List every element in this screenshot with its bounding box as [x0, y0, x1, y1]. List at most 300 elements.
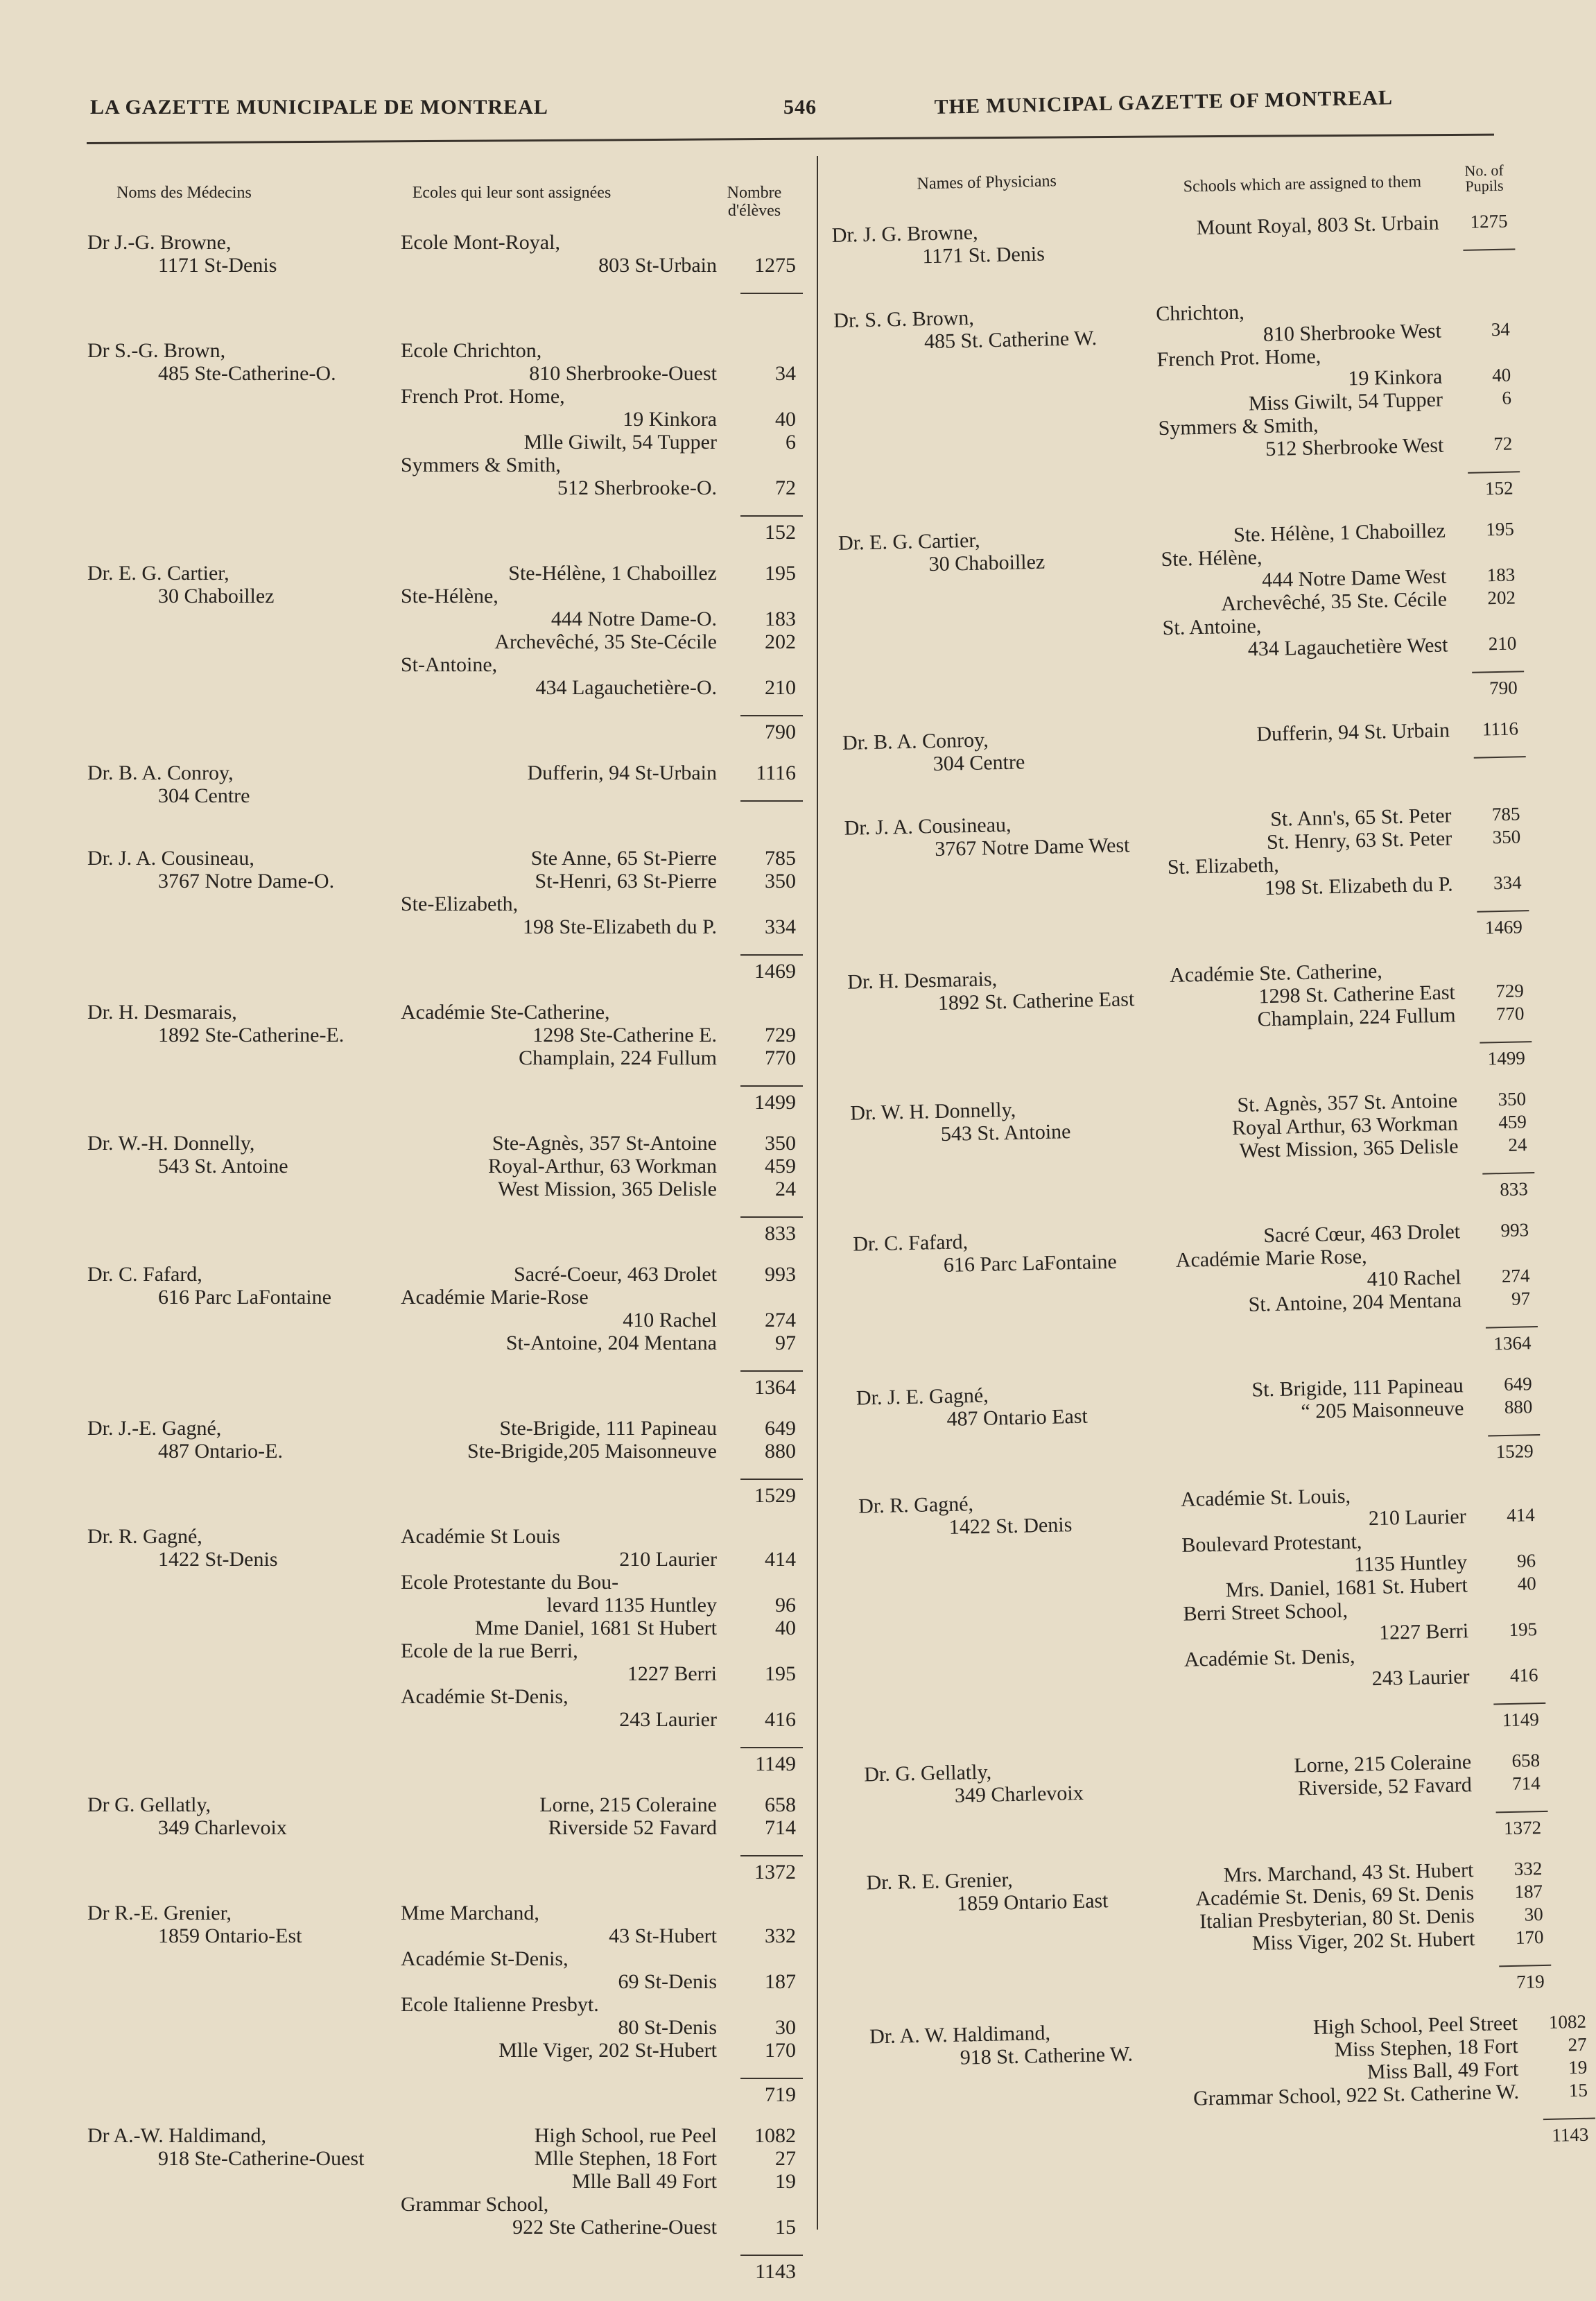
school-text: Mrs. Marchand, 43 St. Hubert	[1223, 1859, 1474, 1887]
physician-address: 304 Centre	[933, 750, 1025, 776]
physician-address: 1892 Ste-Catherine-E.	[158, 1024, 345, 1046]
physician-entry	[856, 1372, 1541, 1477]
pupil-count: 30	[775, 2016, 796, 2039]
school-row	[401, 1947, 803, 1970]
school-row	[401, 653, 803, 676]
school-list	[1192, 2010, 1596, 2155]
physician-entry	[831, 209, 1516, 291]
pupil-total: 1499	[740, 1085, 803, 1114]
total-row	[1177, 1310, 1538, 1362]
school-list	[401, 1793, 803, 1884]
physician-name: Dr S.-G. Brown,	[87, 339, 226, 362]
school-list	[1186, 1749, 1549, 1847]
total-row	[1171, 1025, 1532, 1077]
pupil-count: 195	[765, 1662, 796, 1685]
total-rule	[1474, 756, 1527, 786]
physician-block	[842, 725, 1166, 799]
physician-address: 485 Ste-Catherine-O.	[158, 362, 336, 385]
pupil-count: 350	[765, 870, 796, 893]
pupil-count: 170	[765, 2039, 796, 2062]
school-row	[401, 1902, 803, 1924]
total-row	[401, 1069, 803, 1114]
pupil-count: 714	[1511, 1773, 1541, 1794]
school-text: Royal Arthur, 63 Workman	[1231, 1112, 1459, 1140]
school-list	[401, 847, 803, 983]
school-text: Mlle Viger, 202 St-Hubert	[498, 2039, 717, 2062]
pupil-count: 770	[765, 1046, 796, 1069]
pupil-total: 1143	[740, 2255, 803, 2283]
total-row	[401, 1200, 803, 1245]
school-text: French Prot. Home,	[1156, 345, 1321, 372]
school-row	[401, 1024, 803, 1046]
school-text: 810 Sherbrooke West	[1263, 319, 1442, 346]
school-list	[1181, 1481, 1546, 1739]
pupil-count: 40	[775, 408, 796, 431]
physician-entry	[82, 1263, 803, 1399]
physician-name: Dr. W. H. Donnelly,	[849, 1098, 1016, 1125]
french-header-count: Nombre d'élèves	[727, 184, 782, 220]
total-row	[401, 784, 803, 829]
school-text: Ste-Brigide, 111 Papineau	[499, 1417, 717, 1440]
pupil-total: 152	[1468, 471, 1520, 501]
school-text: High School, Peel Street	[1312, 2011, 1518, 2040]
school-row	[401, 1993, 803, 2016]
school-list	[401, 339, 803, 544]
school-list	[401, 1902, 803, 2106]
pupil-total: 790	[740, 715, 803, 743]
physician-name: Dr A.-W. Haldimand,	[87, 2124, 267, 2147]
pupil-total: 1364	[740, 1370, 803, 1399]
school-text: 810 Sherbrooke-Ouest	[529, 362, 717, 385]
physician-address: 3767 Notre Dame-O.	[158, 870, 335, 893]
school-list	[401, 231, 803, 321]
school-text: 410 Rachel	[1367, 1266, 1461, 1291]
school-text: Champlain, 224 Fullum	[1257, 1003, 1456, 1031]
school-text: West Mission, 365 Delisle	[1239, 1135, 1459, 1162]
school-text: Sacré-Coeur, 463 Drolet	[514, 1263, 717, 1286]
physician-address: 349 Charlevoix	[954, 1781, 1084, 1807]
school-text: Archevêché, 35 Ste. Cécile	[1220, 587, 1448, 616]
total-row	[1190, 1949, 1552, 2001]
school-text: St. Henry, 63 St. Peter	[1266, 827, 1452, 854]
total-row	[401, 1354, 803, 1399]
total-row	[1168, 894, 1529, 946]
pupil-count: 332	[765, 1924, 796, 1947]
school-text: St-Henri, 63 St-Pierre	[535, 870, 717, 893]
pupil-count: 414	[1506, 1504, 1535, 1526]
school-row	[401, 254, 803, 277]
school-row	[401, 1286, 803, 1309]
school-text: 243 Laurier	[619, 1708, 717, 1731]
physician-entry	[847, 956, 1532, 1084]
school-row	[401, 2193, 803, 2216]
physician-block	[864, 1757, 1188, 1854]
physician-name: Dr. E. G. Cartier,	[87, 562, 229, 585]
total-row	[401, 1731, 803, 1775]
school-text: Ecole de la rue Berri,	[401, 1639, 578, 1662]
school-text: Mlle Giwilt, 54 Tupper	[523, 431, 717, 454]
pupil-count: 416	[765, 1708, 796, 1731]
school-row	[401, 585, 803, 607]
physician-block	[82, 2124, 401, 2283]
physician-block	[82, 1263, 401, 1399]
physician-name: Dr J.-G. Browne,	[87, 231, 232, 254]
entry-spacer	[82, 544, 803, 562]
school-text: Ste-Hélène, 1 Chaboillez	[508, 562, 717, 585]
school-text: Boulevard Protestant,	[1181, 1530, 1362, 1557]
physician-block	[82, 1001, 401, 1114]
pupil-count: 334	[1493, 872, 1522, 894]
english-header-physicians: Names of Physicians	[917, 172, 1057, 193]
school-row	[401, 2216, 803, 2239]
header-english-title: THE MUNICIPAL GAZETTE OF MONTREAL	[934, 86, 1394, 119]
physician-block	[82, 1902, 401, 2106]
pupil-count: 30	[1524, 1904, 1544, 1925]
school-text: Miss Ball, 49 Fort	[1367, 2057, 1519, 2084]
pupil-count: 27	[1568, 2033, 1587, 2056]
pupil-count: 350	[1498, 1088, 1527, 1110]
physician-entry	[82, 562, 803, 743]
school-text: Archevêché, 35 Ste-Cécile	[494, 630, 717, 653]
pupil-count: 19	[775, 2170, 796, 2193]
pupil-count: 34	[1491, 318, 1511, 341]
total-row	[1187, 1795, 1548, 1847]
school-row	[401, 2170, 803, 2193]
school-text: Ecole Protestante du Bou-	[401, 1571, 619, 1594]
school-text: Ste-Elizabeth,	[401, 893, 519, 915]
school-row	[401, 1548, 803, 1571]
school-text: Ecole Mont-Royal,	[401, 231, 560, 254]
school-text: St. Elizabeth,	[1167, 853, 1280, 879]
total-row	[401, 2062, 803, 2106]
physician-name: Dr. H. Desmarais,	[847, 967, 998, 994]
school-text: Ste Anne, 65 St-Pierre	[530, 847, 717, 870]
physician-address: 487 Ontario East	[946, 1404, 1088, 1431]
physician-name: Dr. J. A. Cousineau,	[844, 813, 1012, 840]
physician-name: Dr. B. A. Conroy,	[87, 761, 234, 784]
school-row	[401, 1708, 803, 1731]
pupil-count: 15	[1568, 2079, 1588, 2101]
physician-entry	[838, 517, 1525, 714]
french-header-schools: Ecoles qui leur sont assignées	[412, 184, 611, 202]
physician-block	[82, 231, 401, 321]
physician-address: 1422 St. Denis	[948, 1513, 1073, 1539]
pupil-count: 1082	[754, 2124, 796, 2147]
school-text: Ste-Hélène,	[401, 585, 498, 607]
pupil-count: 350	[1492, 826, 1521, 848]
school-text: Ecole Italienne Presbyt.	[401, 1993, 599, 2016]
pupil-count: 770	[1495, 1003, 1525, 1025]
school-row	[401, 1571, 803, 1594]
entry-spacer	[82, 829, 803, 847]
school-text: 80 St-Denis	[618, 2016, 717, 2039]
physician-block	[82, 339, 401, 544]
pupil-count: 202	[1487, 587, 1516, 609]
physician-entry	[858, 1481, 1546, 1746]
pupil-count: 1116	[1482, 718, 1519, 740]
pupil-total: 1529	[740, 1479, 803, 1507]
school-row	[401, 1046, 803, 1069]
school-text: Académie St. Denis, 69 St. Denis	[1195, 1881, 1475, 1911]
pupil-count: 183	[1486, 564, 1516, 586]
school-text: High School, rue Peel	[534, 2124, 717, 2147]
entry-spacer	[82, 1507, 803, 1525]
school-text: Miss Viger, 202 St. Hubert	[1251, 1927, 1475, 1955]
school-row	[401, 1970, 803, 1993]
total-row	[401, 938, 803, 983]
school-text: Miss Giwilt, 54 Tupper	[1248, 388, 1443, 415]
total-row	[1185, 1687, 1546, 1739]
school-text: 1135 Huntley	[1353, 1551, 1468, 1576]
school-row	[401, 847, 803, 870]
school-row	[401, 1309, 803, 1332]
total-row	[401, 277, 803, 321]
school-text: Mme Marchand,	[401, 1902, 539, 1924]
school-row	[401, 761, 803, 784]
school-row	[401, 1525, 803, 1548]
physician-entry	[82, 231, 803, 321]
school-text: St. Ann's, 65 St. Peter	[1269, 804, 1452, 831]
pupil-count: 40	[775, 1617, 796, 1639]
pupil-count: 187	[765, 1970, 796, 1993]
pupil-count: 350	[765, 1132, 796, 1155]
physician-address: 487 Ontario-E.	[158, 1440, 283, 1463]
school-row	[401, 1662, 803, 1685]
school-list	[401, 1001, 803, 1114]
physician-block	[856, 1380, 1181, 1477]
total-row	[1174, 1156, 1535, 1208]
school-row	[401, 1617, 803, 1639]
physician-address: 3767 Notre Dame West	[934, 834, 1130, 861]
pupil-count: 210	[1488, 632, 1517, 655]
school-text: Académie Ste. Catherine,	[1169, 959, 1383, 988]
english-header-schools: Schools which are assigned to them	[1183, 173, 1422, 196]
school-text: Ste. Hélène, 1 Chaboillez	[1233, 519, 1446, 546]
school-list	[1188, 1857, 1552, 2001]
physician-name: Dr. C. Fafard,	[87, 1263, 202, 1286]
school-text: 1298 St. Catherine East	[1258, 981, 1456, 1008]
physician-name: Dr. G. Gellatly,	[863, 1760, 992, 1786]
school-text: 803 St-Urbain	[598, 254, 717, 277]
school-text: 444 Notre Dame-O.	[550, 607, 717, 630]
pupil-count: 195	[765, 562, 796, 585]
pupil-count: 459	[1498, 1111, 1527, 1133]
pupil-count: 649	[1503, 1373, 1532, 1395]
pupil-count: 24	[1508, 1134, 1527, 1155]
total-row	[1179, 1418, 1541, 1470]
school-text: Mlle Ball 49 Fort	[571, 2170, 717, 2193]
pupil-total: 719	[740, 2078, 803, 2106]
school-row	[401, 476, 803, 499]
header-french-title: LA GAZETTE MUNICIPALE DE MONTREAL	[90, 96, 548, 119]
school-row	[401, 2039, 803, 2062]
pupil-total: 833	[1482, 1172, 1535, 1202]
physician-address: 1171 St. Denis	[922, 242, 1046, 268]
pupil-count: 729	[765, 1024, 796, 1046]
physician-entry	[82, 1525, 803, 1775]
pupil-count: 658	[1511, 1750, 1541, 1771]
total-row	[1163, 655, 1525, 707]
entry-spacer	[82, 1245, 803, 1263]
school-row	[401, 431, 803, 454]
pupil-count: 19	[1568, 2056, 1588, 2078]
physician-name: Dr. E. G. Cartier,	[838, 528, 980, 555]
pupil-total: 1143	[1543, 2118, 1596, 2148]
total-row	[401, 1839, 803, 1884]
physician-entry	[853, 1218, 1538, 1369]
school-text: 210 Laurier	[1368, 1505, 1467, 1531]
header-rule	[87, 134, 1494, 144]
total-rule	[740, 800, 803, 829]
school-row	[401, 1132, 803, 1155]
school-text: Miss Stephen, 18 Fort	[1334, 2034, 1518, 2062]
school-list	[1161, 517, 1525, 707]
physician-address: 1859 Ontario East	[956, 1889, 1109, 1915]
school-text: Académie Marie-Rose	[401, 1286, 589, 1309]
pupil-total: 1469	[740, 954, 803, 983]
school-text: Lorne, 215 Coleraine	[539, 1793, 717, 1816]
physician-block	[866, 1865, 1191, 2008]
physician-address: 485 St. Catherine W.	[923, 327, 1098, 354]
entry-spacer	[82, 983, 803, 1001]
physician-name: Dr. A. W. Haldimand,	[869, 2021, 1051, 2049]
physician-entry	[82, 1793, 803, 1884]
school-text: Académie Marie Rose,	[1175, 1245, 1367, 1272]
pupil-count: 170	[1515, 1927, 1544, 1948]
column-divider	[817, 156, 818, 2230]
physician-block	[82, 1793, 401, 1884]
school-row	[401, 1178, 803, 1200]
school-text: Sacré Cœur, 463 Drolet	[1263, 1220, 1461, 1248]
entry-spacer	[82, 2106, 803, 2124]
school-list	[1175, 1218, 1538, 1362]
physician-block	[833, 302, 1160, 514]
physician-block	[831, 217, 1155, 291]
physician-block	[82, 761, 401, 829]
school-row	[401, 1793, 803, 1816]
pupil-total: 1372	[1496, 1811, 1549, 1841]
physician-block	[850, 1095, 1174, 1215]
school-text: 444 Notre Dame West	[1261, 565, 1447, 592]
pupil-count: 1275	[754, 254, 796, 277]
physician-block	[82, 847, 401, 983]
total-row	[401, 1463, 803, 1507]
school-text: 69 St-Denis	[618, 1970, 717, 1993]
pupil-count: 72	[775, 476, 796, 499]
school-row	[401, 2147, 803, 2170]
school-row	[401, 915, 803, 938]
pupil-total: 1499	[1480, 1041, 1532, 1071]
school-text: Académie Ste-Catherine,	[401, 1001, 610, 1024]
physician-block	[858, 1488, 1186, 1746]
physician-block	[82, 1132, 401, 1245]
school-text: Berri Street School,	[1183, 1598, 1348, 1626]
school-text: Italian Presbyterian, 80 St. Denis	[1199, 1904, 1475, 1933]
pupil-count: 24	[775, 1178, 796, 1200]
entry-spacer	[82, 1114, 803, 1132]
school-row	[401, 893, 803, 915]
french-column	[82, 184, 803, 2301]
total-row	[1165, 740, 1526, 792]
school-row	[401, 2016, 803, 2039]
pupil-count: 414	[765, 1548, 796, 1571]
pupil-count: 274	[1501, 1265, 1530, 1287]
physician-block	[838, 525, 1164, 714]
total-row	[401, 699, 803, 743]
pupil-count: 334	[765, 915, 796, 938]
pupil-count: 34	[775, 362, 796, 385]
school-list	[401, 2124, 803, 2283]
pupil-count: 1116	[756, 761, 796, 784]
school-text: Riverside, 52 Favard	[1297, 1773, 1473, 1800]
school-text: 1227 Berri	[627, 1662, 717, 1685]
pupil-total: 833	[740, 1216, 803, 1245]
pupil-total: 1372	[740, 1855, 803, 1884]
pupil-count: 40	[1517, 1573, 1537, 1594]
physician-entry	[82, 1132, 803, 1245]
physician-entry	[82, 339, 803, 544]
school-row	[401, 1440, 803, 1463]
school-list	[1172, 1087, 1535, 1208]
physician-entry	[833, 295, 1520, 514]
physician-entry	[842, 717, 1527, 799]
pupil-total: 719	[1499, 1965, 1552, 1994]
school-row	[401, 339, 803, 362]
school-row	[401, 1332, 803, 1354]
school-text: 243 Laurier	[1371, 1665, 1470, 1691]
pupil-total: 1149	[740, 1747, 803, 1775]
pupil-count: 785	[765, 847, 796, 870]
school-text: Mrs. Daniel, 1681 St. Hubert	[1225, 1574, 1468, 1602]
school-list	[1170, 956, 1532, 1077]
pupil-count: 993	[1500, 1219, 1529, 1241]
physician-entry	[82, 2124, 803, 2283]
school-text: French Prot. Home,	[401, 385, 565, 408]
school-row	[401, 1594, 803, 1617]
school-text: Académie St. Denis,	[1183, 1644, 1355, 1671]
physician-block	[82, 562, 401, 743]
physician-entry	[82, 847, 803, 983]
school-text: Ste-Agnès, 357 St-Antoine	[492, 1132, 717, 1155]
school-text: St-Antoine, 204 Mentana	[505, 1332, 717, 1354]
school-list	[401, 761, 803, 829]
pupil-count: 40	[1491, 364, 1511, 386]
pupil-count: 195	[1509, 1619, 1538, 1640]
pupil-count: 416	[1509, 1664, 1538, 1686]
school-row	[401, 562, 803, 585]
school-text: 512 Sherbrooke West	[1265, 433, 1444, 460]
physician-address: 1422 St-Denis	[158, 1548, 278, 1571]
physician-block	[847, 964, 1172, 1084]
pupil-count: 96	[775, 1594, 796, 1617]
physician-address: 918 Ste-Catherine-Ouest	[158, 2147, 365, 2170]
school-text: 1298 Ste-Catherine E.	[532, 1024, 717, 1046]
physician-entry	[82, 1001, 803, 1114]
pupil-count: 459	[765, 1155, 796, 1178]
physician-block	[82, 1525, 401, 1775]
pupil-count: 332	[1513, 1858, 1543, 1879]
school-text: Académie St Louis	[401, 1525, 560, 1548]
school-row	[401, 408, 803, 431]
school-row	[401, 1924, 803, 1947]
pupil-count: 785	[1491, 803, 1520, 825]
pupil-total: 1149	[1493, 1703, 1546, 1732]
pupil-count: 96	[1516, 1550, 1536, 1571]
entry-spacer	[82, 1884, 803, 1902]
pupil-count: 880	[1504, 1396, 1533, 1418]
school-list	[401, 562, 803, 743]
school-text: Chrichton,	[1155, 300, 1245, 326]
